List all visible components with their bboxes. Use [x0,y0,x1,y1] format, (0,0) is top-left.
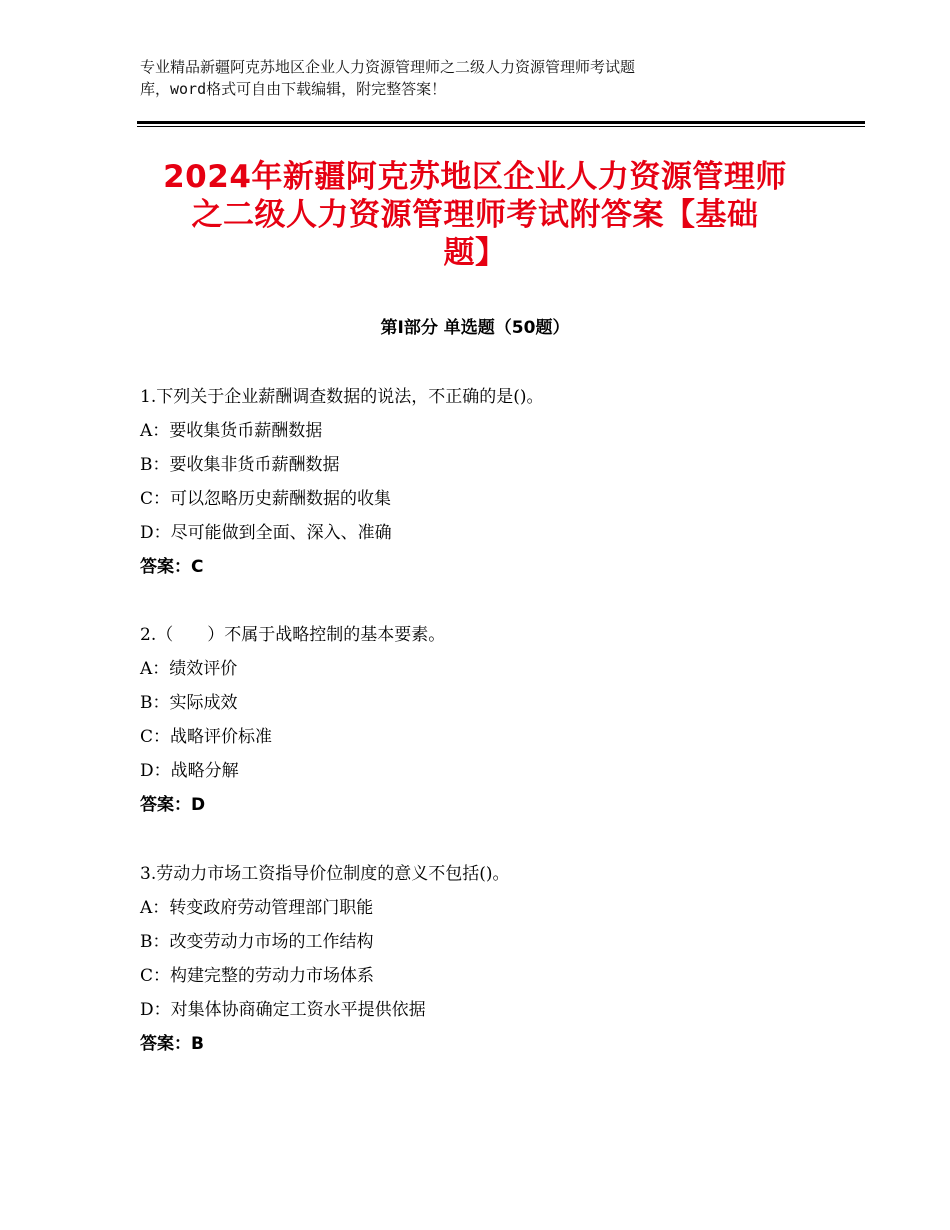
option-d: D：战略分解 [140,761,239,781]
question-2 [140,618,840,822]
header-note-line-2: 库，word格式可自由下载编辑，附完整答案！ [140,80,447,98]
option-c: C：可以忽略历史薪酬数据的收集 [140,489,392,509]
header-divider [137,121,865,127]
section-heading: 第Ⅰ部分 单选题（50题） [380,318,570,338]
option-a: A：转变政府劳动管理部门职能 [140,898,374,918]
question-stem: 2.（ ）不属于战略控制的基本要素。 [140,625,446,645]
answer: 答案：C [140,557,204,577]
document-title-line-1: 2024年新疆阿克苏地区企业人力资源管理师 [163,159,787,195]
question-3 [140,857,840,1061]
header-divider-thin [137,126,865,127]
option-c: C：构建完整的劳动力市场体系 [140,966,375,986]
option-a: A：要收集货币薪酬数据 [140,421,323,441]
question-1 [140,380,840,584]
document-title [120,158,830,272]
question-stem: 1.下列关于企业薪酬调查数据的说法，不正确的是()。 [140,387,544,407]
header-note [140,56,780,100]
answer: 答案：D [140,795,206,815]
option-c: C：战略评价标准 [140,727,273,747]
option-b: B：实际成效 [140,693,238,713]
document-title-line-2: 之二级人力资源管理师考试附答案【基础 [191,197,759,233]
option-d: D：尽可能做到全面、深入、准确 [140,523,392,543]
header-note-line-1: 专业精品新疆阿克苏地区企业人力资源管理师之二级人力资源管理师考试题 [140,58,636,76]
option-b: B：改变劳动力市场的工作结构 [140,932,374,952]
document-title-line-3: 题】 [443,235,507,271]
option-b: B：要收集非货币薪酬数据 [140,455,340,475]
option-a: A：绩效评价 [140,659,238,679]
answer: 答案：B [140,1034,204,1054]
header-divider-thick [137,121,865,124]
question-stem: 3.劳动力市场工资指导价位制度的意义不包括()。 [140,864,510,884]
option-d: D：对集体协商确定工资水平提供依据 [140,1000,426,1020]
